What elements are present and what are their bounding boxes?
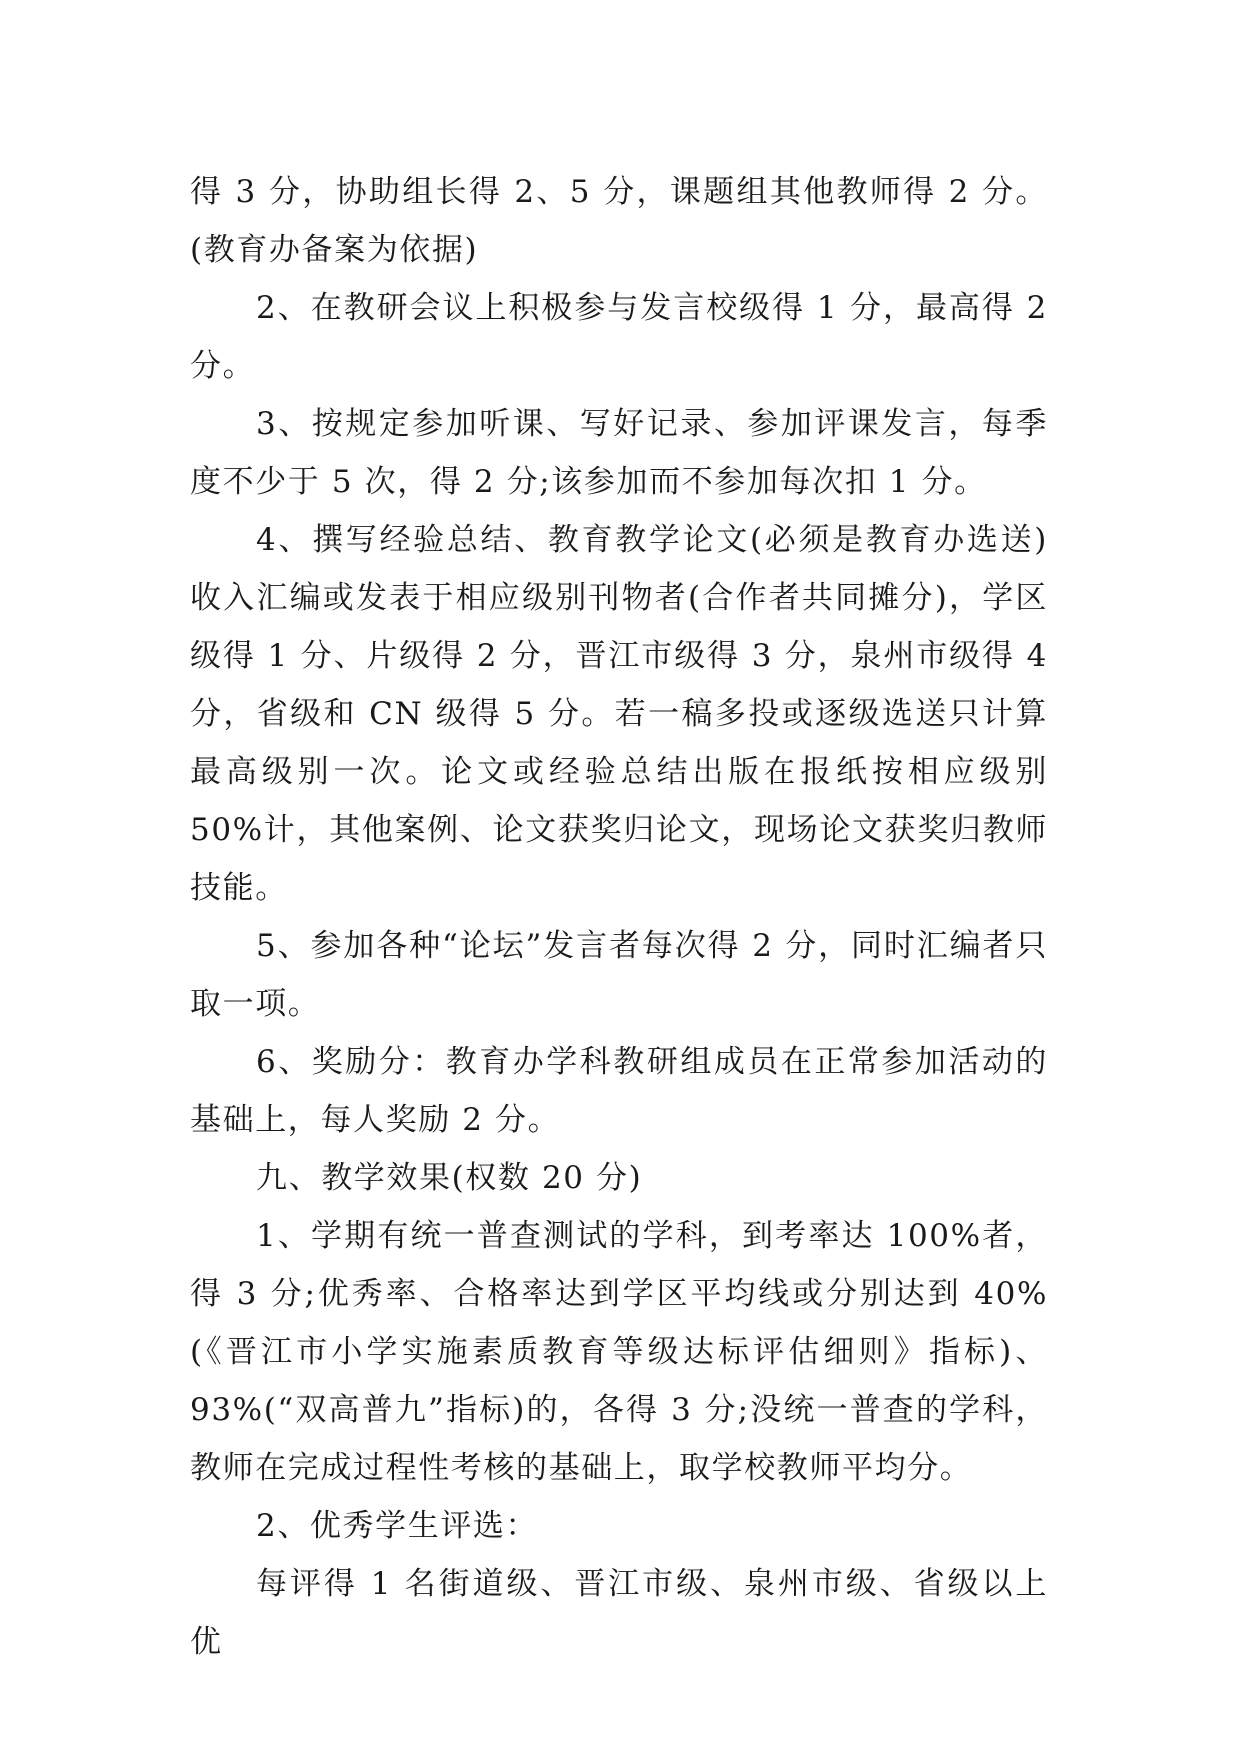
section-heading: 九、教学效果(权数 20 分) xyxy=(256,1160,643,1196)
paragraph: 5、参加各种“论坛”发言者每次得 2 分，同时汇编者只取一项。 xyxy=(190,928,1048,1022)
paragraph: 得 3 分，协助组长得 2、5 分，课题组其他教师得 2 分。(教育办备案为依据) xyxy=(190,174,1048,268)
paragraph: 6、奖励分：教育办学科教研组成员在正常参加活动的基础上，每人奖励 2 分。 xyxy=(190,1044,1048,1138)
paragraph: 2、优秀学生评选： xyxy=(256,1508,539,1544)
paragraph: 3、按规定参加听课、写好记录、参加评课发言，每季度不少于 5 次，得 2 分;该参加而不参加每次扣 1 分。 xyxy=(190,406,1048,500)
paragraph: 2、在教研会议上积极参与发言校级得 1 分，最高得 2 分。 xyxy=(190,290,1060,384)
document-body xyxy=(190,163,1060,1671)
paragraph: 1、学期有统一普查测试的学科，到考率达 100%者，得 3 分;优秀率、合格率达到学区平均线或分别达到 40%(《晋江市小学实施素质教育等级达标评估细则》指标)、93%(“双高普九”指标)的，各得 3 分;没统一普查的学科，教师在完成过程性考核的基础上，取学校教师平均分。 xyxy=(190,1218,1048,1486)
paragraph: 4、撰写经验总结、教育教学论文(必须是教育办选送)收入汇编或发表于相应级别刊物者(合作者共同摊分)，学区级得 1 分、片级得 2 分，晋江市级得 3 分，泉州市级得 4 分，省级和 CN 级得 5 分。若一稿多投或逐级选送只计算最高级别一次。论文或经验总结出版在报纸按相应级别 50%计，其他案例、论文获奖归论文，现场论文获奖归教师技能。 xyxy=(190,522,1060,906)
paragraph: 每评得 1 名街道级、晋江市级、泉州市级、省级以上优 xyxy=(190,1566,1048,1660)
